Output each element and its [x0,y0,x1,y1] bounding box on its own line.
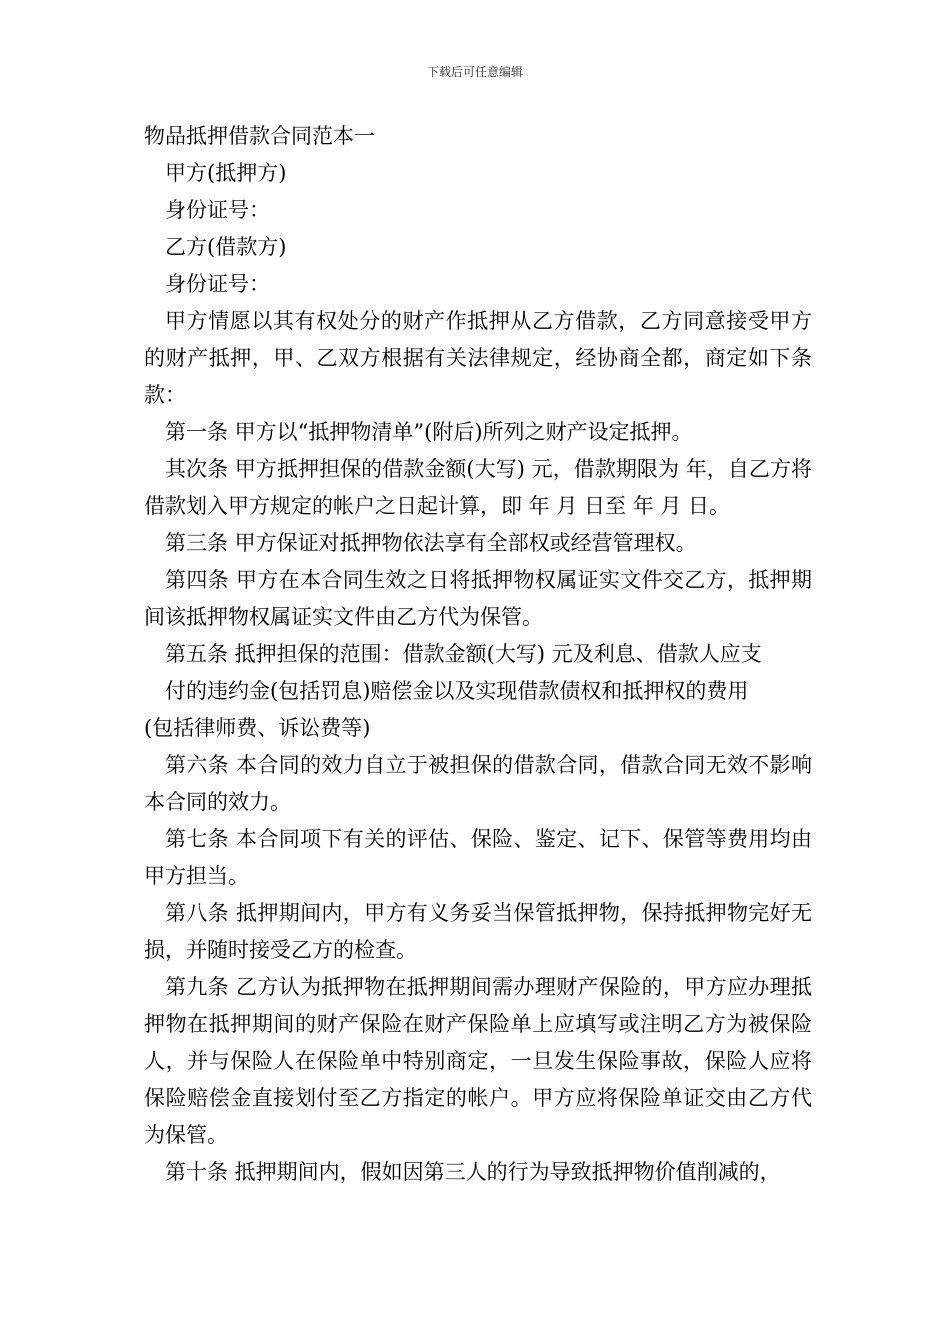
paragraph-article-10: 第十条 抵押期间内，假如因第三人的行为导致抵押物价值削减的， [165,1160,781,1184]
paragraph-party-a-id: 身份证号： [165,198,270,222]
paragraph-article-4: 第四条 甲方在本合同生效之日将抵押物权属证实文件交乙方，抵押期间该抵押物权属证实文件由乙方代为保管。 [144,568,812,629]
paragraph-article-5-line-2: 付的违约金(包括罚息)赔偿金以及实现借款债权和抵押权的费用 [165,679,749,703]
document-title: 物品抵押借款合同范本一 [144,124,375,148]
paragraph-party-b-id: 身份证号： [165,272,270,296]
paragraph-article-2: 其次条 甲方抵押担保的借款金额(大写) 元，借款期限为 年，自乙方将借款划入甲方规定的帐户之日起计算，即 年 月 日至 年 月 日。 [144,457,812,518]
paragraph-article-6: 第六条 本合同的效力自立于被担保的借款合同，借款合同无效不影响本合同的效力。 [144,753,812,814]
document-body [144,118,812,1191]
paragraph-article-5-line-1: 第五条 抵押担保的范围：借款金额(大写) 元及利息、借款人应支 [165,642,762,666]
page-header: 下载后可任意编辑 [426,65,523,79]
paragraph-party-a: 甲方(抵押方) [165,161,287,185]
paragraph-party-b: 乙方(借款方) [165,235,287,259]
paragraph-article-3: 第三条 甲方保证对抵押物依法享有全部权或经营管理权。 [165,531,697,555]
paragraph-preamble: 甲方情愿以其有权处分的财产作抵押从乙方借款，乙方同意接受甲方的财产抵押，甲、乙双方根据有关法律规定，经协商全都，商定如下条款： [144,309,812,407]
paragraph-article-9: 第九条 乙方认为抵押物在抵押期间需办理财产保险的，甲方应办理抵押物在抵押期间的财产保险在财产保险单上应填写或注明乙方为被保险人，并与保险人在保险单中特别商定，一旦发生保险事故，保险人应将保险赔偿金直接划付至乙方指定的帐户。甲方应将保险单证交由乙方代为保管。 [144,975,812,1147]
paragraph-article-7: 第七条 本合同项下有关的评估、保险、鉴定、记下、保管等费用均由甲方担当。 [144,827,812,888]
paragraph-article-5-line-3: (包括律师费、诉讼费等) [144,716,371,740]
paragraph-article-1: 第一条 甲方以“抵押物清单”(附后)所列之财产设定抵押。 [165,420,693,444]
paragraph-article-8: 第八条 抵押期间内，甲方有义务妥当保管抵押物，保持抵押物完好无损，并随时接受乙方的检查。 [144,901,812,962]
